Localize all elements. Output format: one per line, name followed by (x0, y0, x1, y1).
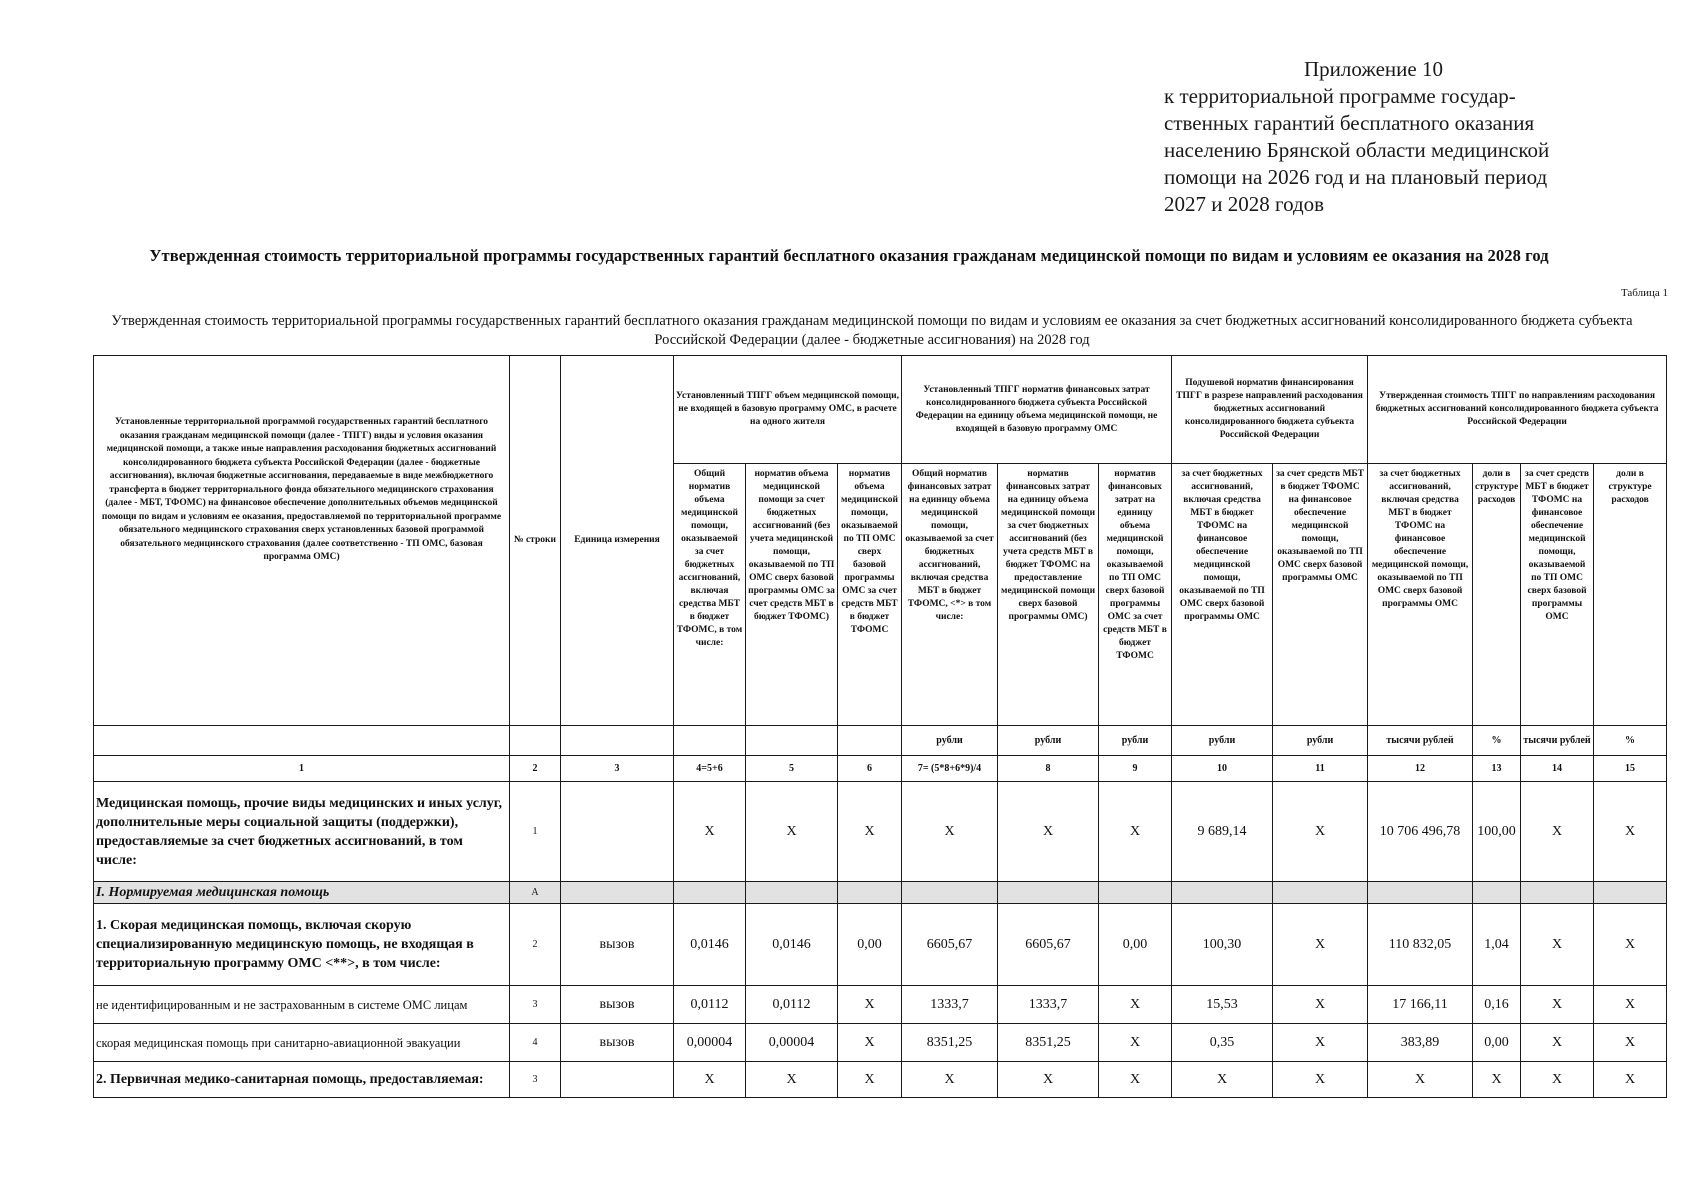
row-value: 0,00004 (674, 1024, 746, 1062)
unit-cell: рубли (902, 726, 998, 756)
row-value: 0,0112 (746, 986, 838, 1024)
units-row (94, 726, 1667, 756)
row-value: Х (1521, 904, 1594, 986)
row-value (1172, 882, 1273, 904)
appendix-line: населению Брянской области медицинской (1164, 138, 1550, 162)
row-unit (561, 782, 674, 882)
row-value: Х (674, 1062, 746, 1098)
row-value (1594, 882, 1667, 904)
header-row-number: № строки (510, 356, 561, 726)
row-value: 15,53 (1172, 986, 1273, 1024)
header-c13: доли в структуре расходов (1473, 464, 1521, 726)
row-value: 100,00 (1473, 782, 1521, 882)
row-value: Х (998, 1062, 1099, 1098)
unit-cell (746, 726, 838, 756)
appendix-line: 2027 и 2028 годов (1164, 192, 1325, 216)
header-c8: норматив финансовых затрат на единицу объема медицинской помощи за счет бюджетных ассигнований (без учета средств МБТ в бюджет ТФОМС на предоставление медицинской помощи сверх базовой программы ОМС) (998, 464, 1099, 726)
table-row (94, 986, 1667, 1024)
document-title: Утвержденная стоимость территориальной программы государственных гарантий бесплатного оказания гражданам медицинской помощи по видам и условиям ее оказания на 2028 год (149, 246, 1549, 265)
column-number: 10 (1172, 756, 1273, 782)
unit-cell: тысячи рублей (1521, 726, 1594, 756)
row-value: 6605,67 (998, 904, 1099, 986)
row-value (746, 882, 838, 904)
row-value: Х (1521, 1024, 1594, 1062)
row-value: Х (1368, 1062, 1473, 1098)
row-value: 8351,25 (902, 1024, 998, 1062)
column-number: 6 (838, 756, 902, 782)
row-value: Х (1594, 904, 1667, 986)
row-value (838, 882, 902, 904)
row-value: Х (1099, 1062, 1172, 1098)
row-value: Х (1099, 986, 1172, 1024)
unit-cell (674, 726, 746, 756)
row-value: Х (1273, 1024, 1368, 1062)
column-number: 12 (1368, 756, 1473, 782)
column-number: 9 (1099, 756, 1172, 782)
unit-cell (838, 726, 902, 756)
column-number: 5 (746, 756, 838, 782)
header-group-per-capita: Подушевой норматив финансирования ТПГГ в разрезе направлений расходования бюджетных ассигнований консолидированного бюджета субъекта Российской Федерации (1172, 356, 1368, 464)
header-c7: Общий норматив финансовых затрат на единицу объема медицинской помощи, оказываемой за счет бюджетных ассигнований, включая средства МБТ в бюджет ТФОМС, <*> в том числе: (902, 464, 998, 726)
row-value: 17 166,11 (1368, 986, 1473, 1024)
column-number: 7= (5*8+6*9)/4 (902, 756, 998, 782)
row-value: Х (746, 782, 838, 882)
row-unit (561, 1062, 674, 1098)
column-number: 15 (1594, 756, 1667, 782)
header-c10: за счет бюджетных ассигнований, включая средства МБТ в бюджет ТФОМС на финансовое обеспечение медицинской помощи, оказываемой по ТП ОМС сверх базовой программы ОМС (1172, 464, 1273, 726)
row-label: не идентифицированным и не застрахованным в системе ОМС лицам (94, 986, 510, 1024)
appendix-line: к территориальной программе государ- (1164, 84, 1516, 108)
row-value: Х (1099, 782, 1172, 882)
unit-cell: % (1473, 726, 1521, 756)
row-number: А (510, 882, 561, 904)
row-value: 383,89 (1368, 1024, 1473, 1062)
row-value: 1333,7 (902, 986, 998, 1024)
row-value: Х (838, 986, 902, 1024)
appendix-line: помощи на 2026 год и на плановый период (1164, 165, 1548, 189)
row-value: 0,35 (1172, 1024, 1273, 1062)
header-group-approved-cost: Утвержденная стоимость ТПГГ по направлениям расходования бюджетных ассигнований консолидированного бюджета субъекта Российской Федерации (1368, 356, 1667, 464)
row-unit: вызов (561, 904, 674, 986)
row-value (674, 882, 746, 904)
column-number: 3 (561, 756, 674, 782)
table-row (94, 782, 1667, 882)
unit-cell (510, 726, 561, 756)
row-value (998, 882, 1099, 904)
row-label: 2. Первичная медико-санитарная помощь, предоставляемая: (94, 1062, 510, 1098)
row-value: Х (1521, 1062, 1594, 1098)
column-number: 1 (94, 756, 510, 782)
row-value: Х (1473, 1062, 1521, 1098)
row-value: Х (1273, 986, 1368, 1024)
table-row (94, 904, 1667, 986)
row-value: Х (998, 782, 1099, 882)
column-number: 8 (998, 756, 1099, 782)
row-value (1099, 882, 1172, 904)
row-value: Х (1273, 1062, 1368, 1098)
row-value: Х (746, 1062, 838, 1098)
appendix-title: Приложение 10 (1304, 57, 1443, 81)
row-value: 0,0112 (674, 986, 746, 1024)
table-body (94, 782, 1667, 1098)
table-row (94, 1062, 1667, 1098)
table-row (94, 1024, 1667, 1062)
row-value: Х (838, 1062, 902, 1098)
row-value (1368, 882, 1473, 904)
row-value: Х (1594, 986, 1667, 1024)
header-c9: норматив финансовых затрат на единицу объема медицинской помощи, оказываемой по ТП ОМС сверх базовой программы ОМС за счет средств МБТ в бюджет ТФОМС (1099, 464, 1172, 726)
row-value: 0,00 (1473, 1024, 1521, 1062)
unit-cell (561, 726, 674, 756)
header-unit: Единица измерения (561, 356, 674, 726)
cost-table (93, 355, 1667, 1098)
row-value: 0,16 (1473, 986, 1521, 1024)
row-number: 2 (510, 904, 561, 986)
header-c11: за счет средств МБТ в бюджет ТФОМС на финансовое обеспечение медицинской помощи, оказываемой по ТП ОМС сверх базовой программы ОМС (1273, 464, 1368, 726)
row-value: 1,04 (1473, 904, 1521, 986)
row-label: I. Нормируемая медицинская помощь (94, 882, 510, 904)
row-value: Х (838, 1024, 902, 1062)
row-value: 9 689,14 (1172, 782, 1273, 882)
header-c12: за счет бюджетных ассигнований, включая средства МБТ в бюджет ТФОМС на финансовое обеспечение медицинской помощи, оказываемой по ТП ОМС сверх базовой программы ОМС (1368, 464, 1473, 726)
row-number: 3 (510, 1062, 561, 1098)
row-value: 1333,7 (998, 986, 1099, 1024)
row-value (1273, 882, 1368, 904)
row-value: Х (1594, 1024, 1667, 1062)
row-value: Х (1273, 904, 1368, 986)
row-value: Х (1273, 782, 1368, 882)
row-value: 0,0146 (674, 904, 746, 986)
row-value (1521, 882, 1594, 904)
row-value: 0,00 (1099, 904, 1172, 986)
unit-cell: рубли (1172, 726, 1273, 756)
row-unit: вызов (561, 1024, 674, 1062)
column-number: 14 (1521, 756, 1594, 782)
column-number: 2 (510, 756, 561, 782)
table-row (94, 882, 1667, 904)
row-unit (561, 882, 674, 904)
table-caption: Утвержденная стоимость территориальной программы государственных гарантий бесплатного оказания гражданам медицинской помощи по видам и условиям ее оказания за счет бюджетных ассигнований консолидированного бюджета субъекта Российской Федерации (далее - бюджетные ассигнования) на 2028 год (111, 313, 1633, 348)
row-label: 1. Скорая медицинская помощь, включая скорую специализированную медицинскую помощь, не входящая в территориальную программу ОМС <**>, в том числе: (94, 904, 510, 986)
row-value: Х (1594, 782, 1667, 882)
row-value: 6605,67 (902, 904, 998, 986)
header-c4: Общий норматив объема медицинской помощи, оказываемой за счет бюджетных ассигнований, включая средства МБТ в бюджет ТФОМС, в том числе: (674, 464, 746, 726)
row-value: Х (902, 782, 998, 882)
row-value: Х (1521, 782, 1594, 882)
appendix-line: ственных гарантий бесплатного оказания (1164, 111, 1535, 135)
header-c14: за счет средств МБТ в бюджет ТФОМС на финансовое обеспечение медицинской помощи, оказываемой по ТП ОМС сверх базовой программы ОМС (1521, 464, 1594, 726)
appendix-block (1164, 56, 1684, 218)
header-group-cost-norm: Установленный ТПГГ норматив финансовых затрат консолидированного бюджета субъекта Российской Федерации на единицу объема медицинской помощи, не входящей в базовую программу ОМС (902, 356, 1172, 464)
row-value: Х (1594, 1062, 1667, 1098)
column-numbers-row (94, 756, 1667, 782)
unit-cell (94, 726, 510, 756)
row-value: 0,00 (838, 904, 902, 986)
row-value: Х (1172, 1062, 1273, 1098)
row-value (1473, 882, 1521, 904)
column-number: 11 (1273, 756, 1368, 782)
unit-cell: % (1594, 726, 1667, 756)
column-number: 13 (1473, 756, 1521, 782)
header-group-volume: Установленный ТПГГ объем медицинской помощи, не входящей в базовую программу ОМС, в расчете на одного жителя (674, 356, 902, 464)
row-value (902, 882, 998, 904)
row-value: Х (1099, 1024, 1172, 1062)
header-c5: норматив объема медицинской помощи за счет бюджетных ассигнований (без учета медицинской помощи, оказываемой по ТП ОМС сверх базовой программы ОМС за счет средств МБТ в бюджет ТФОМС) (746, 464, 838, 726)
row-unit: вызов (561, 986, 674, 1024)
row-value: Х (902, 1062, 998, 1098)
row-value: 0,0146 (746, 904, 838, 986)
unit-cell: тысячи рублей (1368, 726, 1473, 756)
row-value: 100,30 (1172, 904, 1273, 986)
table-header (94, 356, 1667, 782)
unit-cell: рубли (998, 726, 1099, 756)
table-label: Таблица 1 (1620, 287, 1668, 299)
unit-cell: рубли (1099, 726, 1172, 756)
row-value: 8351,25 (998, 1024, 1099, 1062)
row-number: 1 (510, 782, 561, 882)
row-value: 0,00004 (746, 1024, 838, 1062)
row-value: Х (674, 782, 746, 882)
row-value: Х (1521, 986, 1594, 1024)
header-c15: доли в структуре расходов (1594, 464, 1667, 726)
row-number: 4 (510, 1024, 561, 1062)
row-value: 10 706 496,78 (1368, 782, 1473, 882)
header-c6: норматив объема медицинской помощи, оказываемой по ТП ОМС сверх базовой программы ОМС за счет средств МБТ в бюджет ТФОМС (838, 464, 902, 726)
row-value: 110 832,05 (1368, 904, 1473, 986)
row-value: Х (838, 782, 902, 882)
column-number: 4=5+6 (674, 756, 746, 782)
row-number: 3 (510, 986, 561, 1024)
header-col1: Установленные территориальной программой государственных гарантий бесплатного оказания гражданам медицинской помощи (далее - ТПГГ) виды и условия оказания медицинской помощи, а также иные направления расходования бюджетных ассигнований консолидированного бюджета субъекта Российской Федерации (далее - бюджетные ассигнования), включая бюджетные ассигнования, передаваемые в виде межбюджетного трансферта в бюджет территориального фонда обязательного медицинского страхования (далее - МБТ, ТФОМС) на финансовое обеспечение дополнительных объемов медицинской помощи по видам и условиям ее оказания, предоставляемой по территориальной программе обязательного медицинского страхования сверх установленных базовой программой обязательного медицинского страхования (далее соответственно - ТП ОМС, базовая программа ОМС) (94, 356, 510, 726)
row-label: скорая медицинская помощь при санитарно-авиационной эвакуации (94, 1024, 510, 1062)
unit-cell: рубли (1273, 726, 1368, 756)
row-label: Медицинская помощь, прочие виды медицинских и иных услуг, дополнительные меры социальной защиты (поддержки), предоставляемые за счет бюджетных ассигнований, в том числе: (94, 782, 510, 882)
